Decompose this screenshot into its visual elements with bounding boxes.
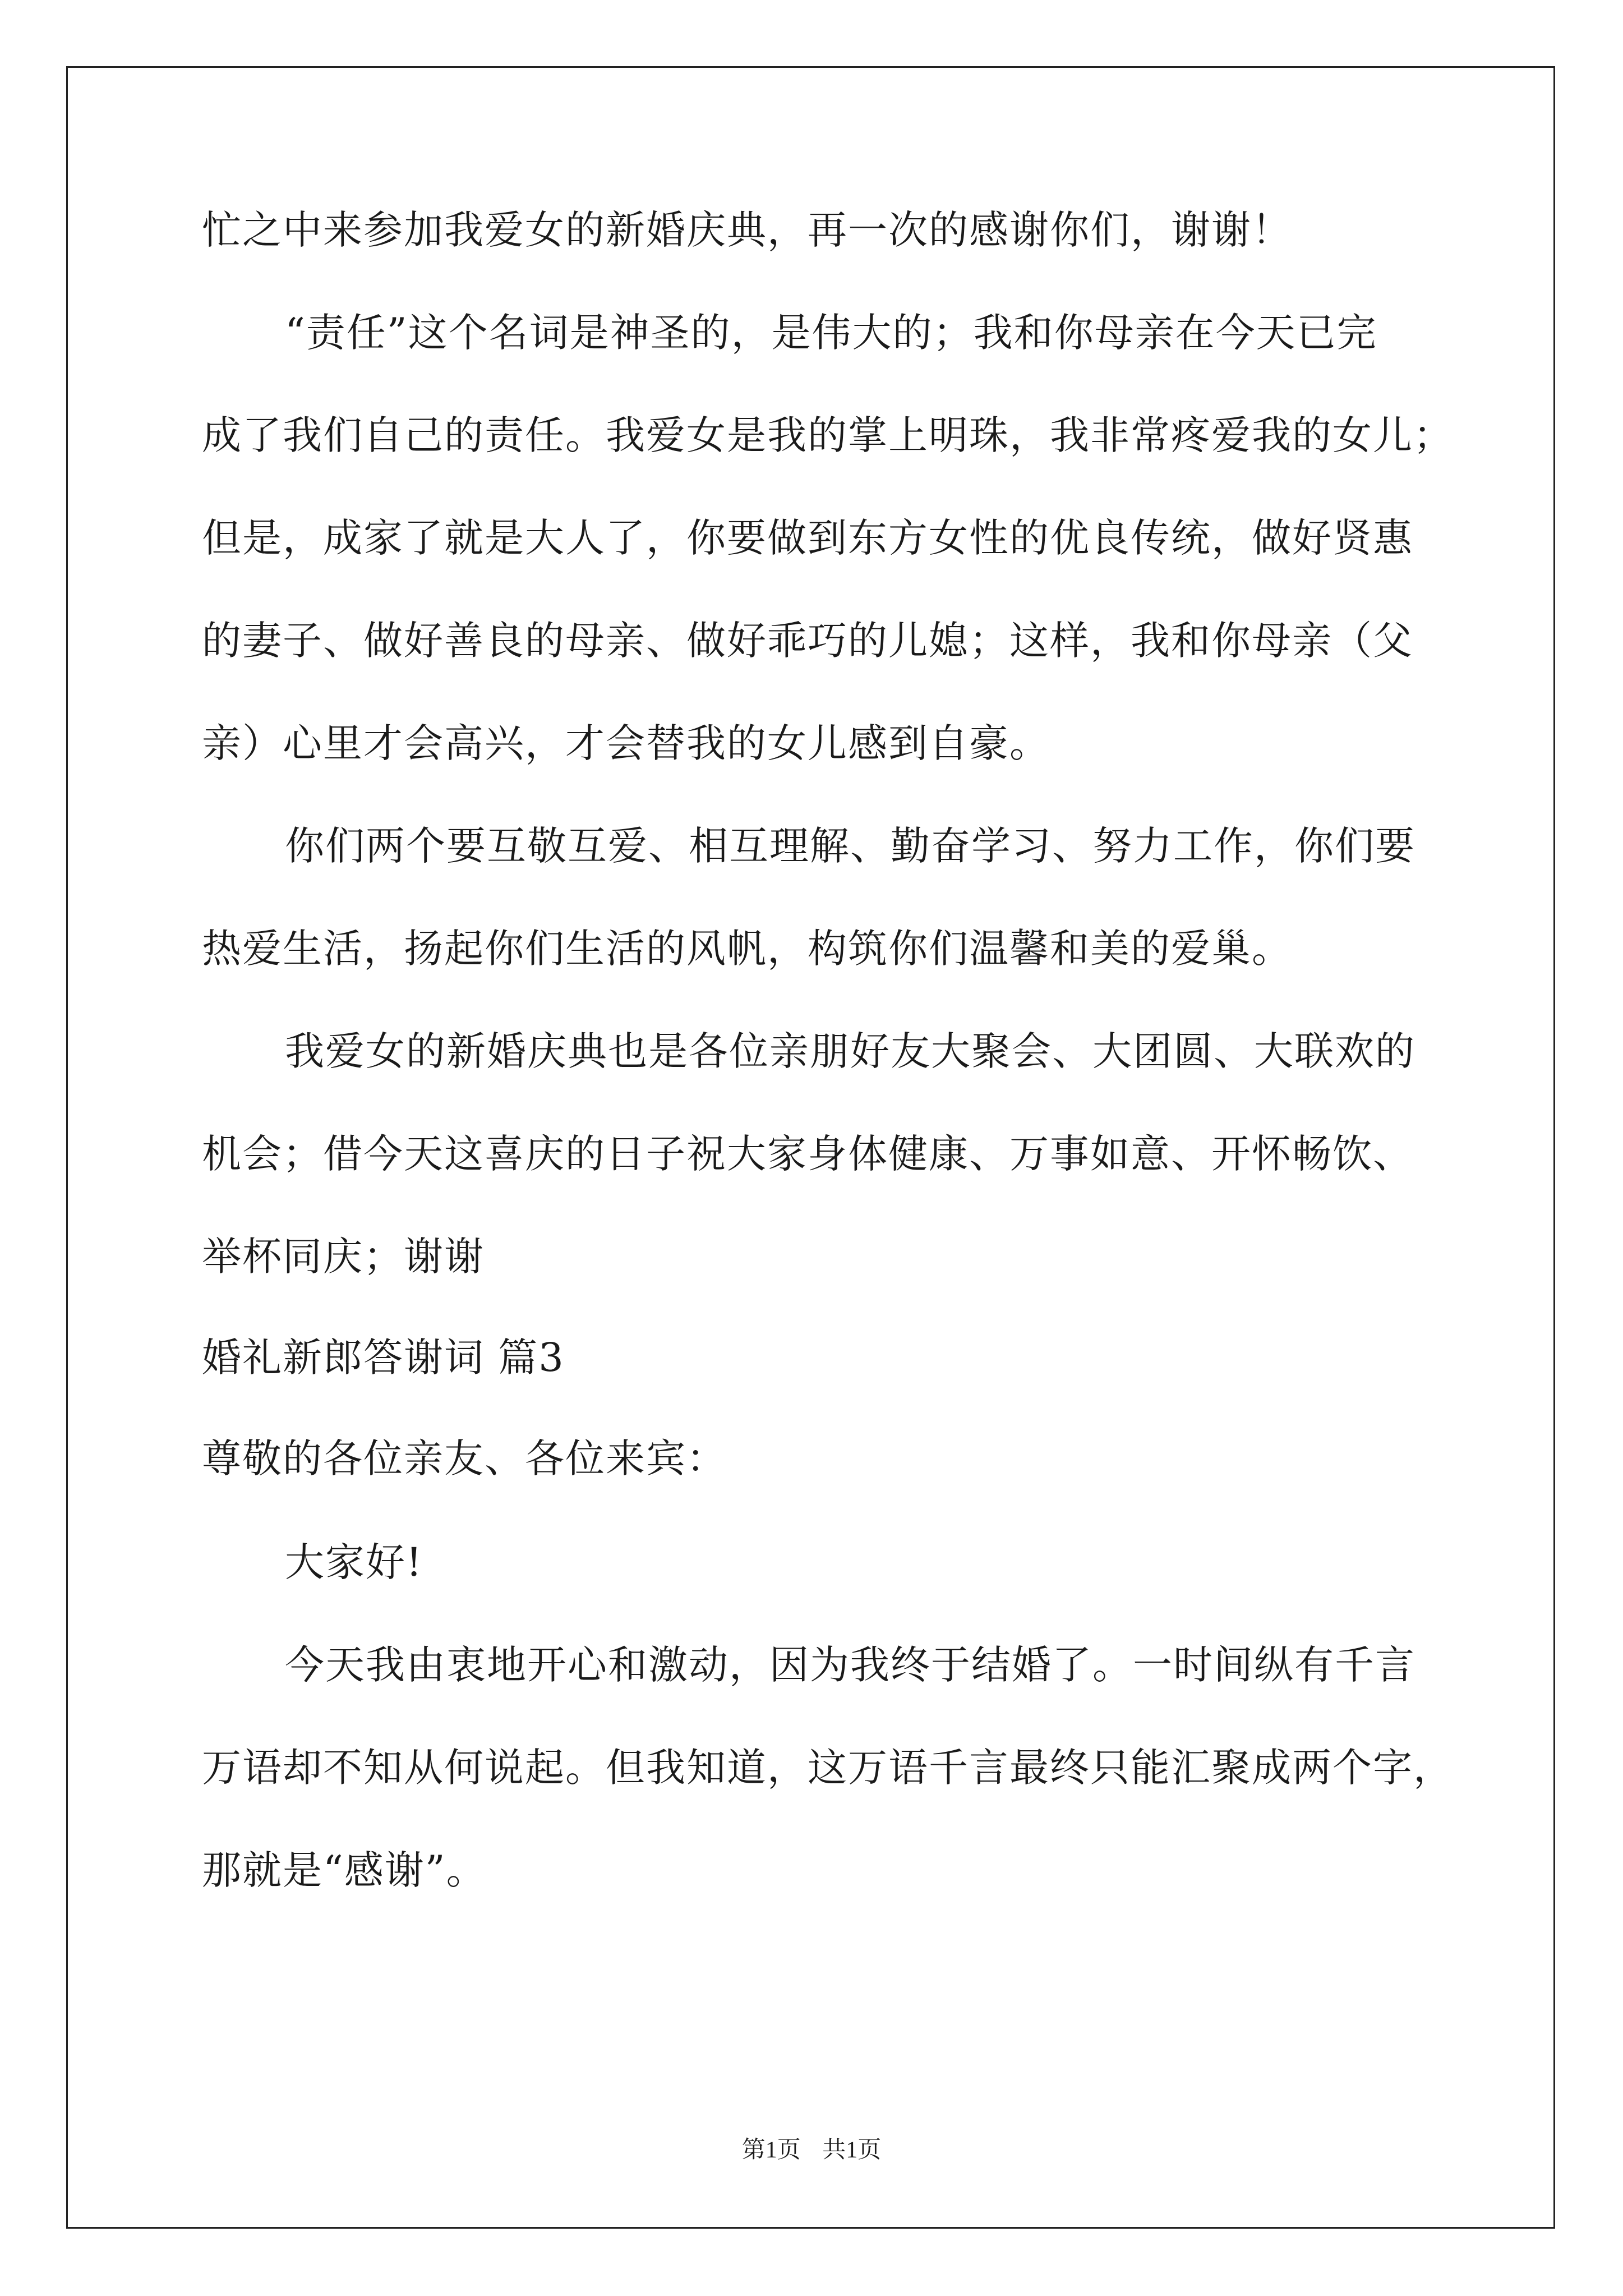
salutation: 尊敬的各位亲友、各位来宾：: [202, 1435, 727, 1481]
text-line: 亲）心里才会高兴，才会替我的女儿感到自豪。: [202, 720, 1050, 766]
text-line: 热爱生活，扬起你们生活的风帆，构筑你们温馨和美的爱巢。: [202, 926, 1292, 972]
text-line: 你们两个要互敬互爱、相互理解、勤奋学习、努力工作，你们要: [285, 823, 1415, 869]
text-line: 我爱女的新婚庆典也是各位亲朋好友大聚会、大团圆、大联欢的: [285, 1028, 1415, 1074]
section-heading: 婚礼新郎答谢词 篇3: [202, 1335, 565, 1381]
text-line: 的妻子、做好善良的母亲、做好乖巧的儿媳；这样，我和你母亲（父: [202, 618, 1413, 664]
greeting: 大家好!: [285, 1539, 423, 1585]
text-line: 机会；借今天这喜庆的日子祝大家身体健康、万事如意、开怀畅饮、: [202, 1131, 1413, 1177]
text-line: 举杯同庆；谢谢: [202, 1234, 485, 1280]
text-line: 忙之中来参加我爱女的新婚庆典，再一次的感谢你们，谢谢！: [202, 207, 1292, 253]
page-footer: [0, 2136, 1623, 2164]
text-line: 那就是“感谢”。: [202, 1847, 487, 1893]
text-line: “责任”这个名词是神圣的，是伟大的；我和你母亲在今天已完: [285, 310, 1377, 356]
text-line: 万语却不知从何说起。但我知道，这万语千言最终只能汇聚成两个字，: [202, 1745, 1454, 1791]
page-number: 第1页: [741, 2137, 801, 2163]
text-line: 但是，成家了就是大人了，你要做到东方女性的优良传统，做好贤惠: [202, 515, 1413, 561]
page-total: 共1页: [822, 2137, 882, 2163]
text-line: 成了我们自己的责任。我爱女是我的掌上明珠，我非常疼爱我的女儿；: [202, 412, 1454, 458]
text-line: 今天我由衷地开心和激动，因为我终于结婚了。一时间纵有千言: [285, 1642, 1415, 1688]
